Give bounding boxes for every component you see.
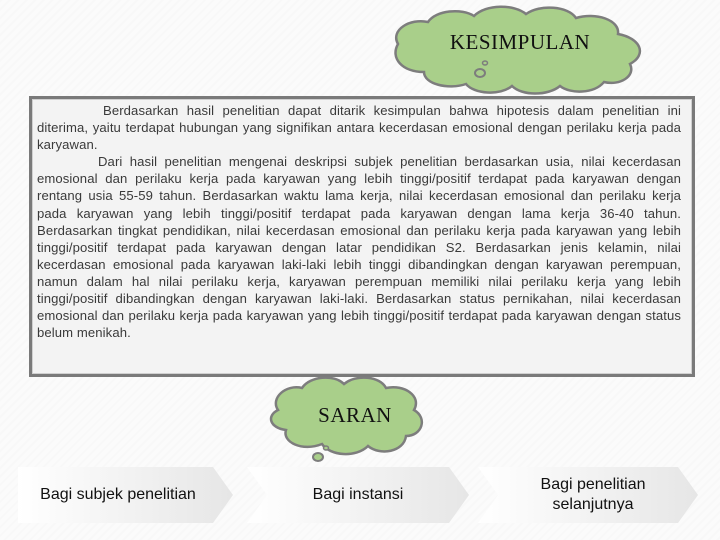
suggestion-item-label: Bagi instansi (312, 486, 404, 503)
kesimpulan-cloud-bubble-large (475, 69, 485, 77)
suggestion-item-penelitian-selanjutnya[interactable] (478, 467, 698, 523)
suggestion-item-subjek[interactable] (18, 467, 233, 523)
suggestion-item-label: Bagi subjek penelitian (40, 486, 196, 503)
suggestion-item-instansi[interactable] (247, 467, 469, 523)
saran-cloud-bubble-large (313, 453, 323, 461)
saran-title: SARAN (318, 403, 392, 427)
suggestion-item-label: Bagi penelitian selanjutnya (540, 476, 646, 513)
conclusion-paragraph-1: Berdasarkan hasil penelitian dapat ditarik kesimpulan bahwa hipotesis dalam penelitian ini diterima, yaitu terdapat hubungan yang signifikan antara kecerdasan emosional dengan perilaku kerja pada karyawan. (37, 103, 681, 153)
kesimpulan-cloud-bubble-small (483, 61, 488, 65)
conclusion-text-box (29, 96, 695, 377)
kesimpulan-title: KESIMPULAN (449, 30, 591, 54)
saran-cloud-bubble-small (324, 446, 329, 450)
conclusion-paragraph-2: Dari hasil penelitian mengenai deskripsi subjek penelitian berdasarkan usia, nilai kecerdasan emosional dan perilaku kerja pada karyawan yang lebih tinggi/positif terdapat pada karyawan dengan rentang usia 55-59 tahun. Berdasarkan waktu lama kerja, nilai kecerdasan emosional dan perilaku kerja pada karyawan yang lebih tinggi/positif terdapat pada karyawan dengan lama kerja 36-40 tahun. Berdasarkan tingkat pendidikan, nilai kecerdasan emosional dan perilaku kerja pada karyawan yang lebih tinggi/positif terdapat pada karyawan dengan latar pendidikan S2. Berdasarkan jenis kelamin, nilai kecerdasan emosional pada karyawan laki-laki lebih tinggi dibandingkan dengan karyawan perempuan, namun dalam hal nilai perilaku kerja, karyawan perempuan memiliki nilai perilaku kerja yang lebih tinggi/positif dibandingkan dengan karyawan laki-laki. Berdasarkan status pernikahan, nilai kecerdasan emosional dan perilaku kerja pada karyawan yang lebih tinggi/positif terdapat pada karyawan dengan status belum menikah. (37, 154, 681, 341)
